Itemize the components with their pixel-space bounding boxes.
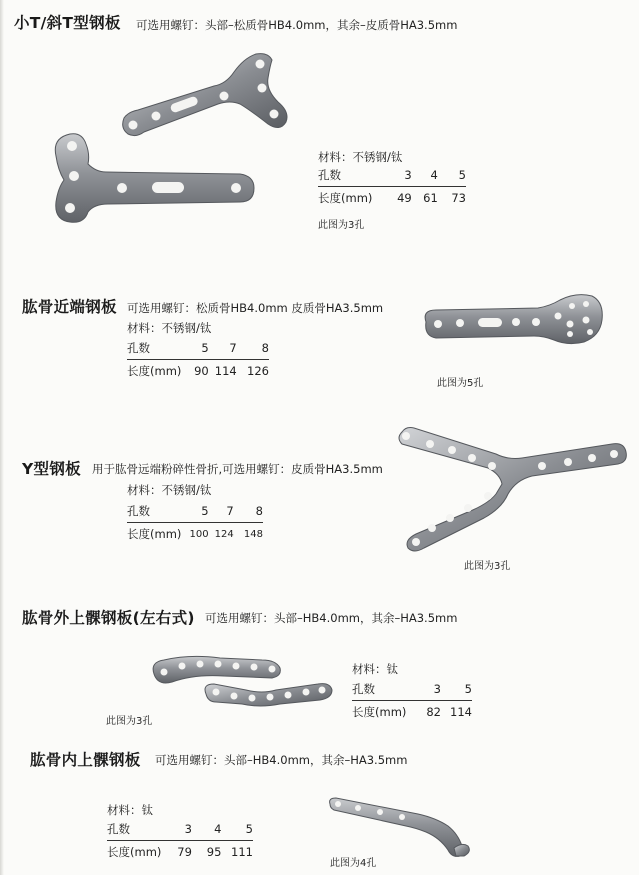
length-header: 长度(mm) bbox=[127, 527, 182, 541]
spec-value: 5 bbox=[441, 681, 472, 701]
hole-count-header: 孔数 bbox=[352, 681, 412, 701]
material-label: 材料：钛 bbox=[352, 662, 398, 676]
spec-value: 8 bbox=[237, 340, 269, 360]
page-edge bbox=[0, 0, 4, 875]
spec-value: 100 bbox=[189, 528, 209, 540]
section-note-lateral-epicondyle-plate: 可选用螺钉：头部–HB4.0mm，其余–HA3.5mm bbox=[205, 611, 458, 625]
section-note-y-plate: 用于肱骨远端粉碎性骨折,可选用螺钉：皮质骨HA3.5mm bbox=[92, 462, 383, 476]
spec-value: 126 bbox=[247, 364, 269, 378]
spec-value: 5 bbox=[438, 167, 466, 187]
medial-epicondyle-plate-image bbox=[326, 796, 474, 860]
image-caption: 此图为3孔 bbox=[464, 561, 511, 572]
hole-count-header: 孔数 bbox=[107, 821, 177, 841]
spec-table-lateral-epicondyle-plate bbox=[352, 681, 472, 722]
material-label: 材料：不锈钢/钛 bbox=[127, 321, 212, 335]
spec-value: 148 bbox=[243, 528, 263, 540]
image-caption: 此图为3孔 bbox=[318, 220, 365, 231]
proximal-humerus-plate-image bbox=[420, 292, 605, 352]
section-note-proximal-humerus-plate: 可选用螺钉：松质骨HB4.0mm 皮质骨HA3.5mm bbox=[127, 301, 384, 315]
spec-value: 3 bbox=[177, 821, 192, 841]
length-header: 长度(mm) bbox=[107, 845, 162, 859]
spec-value: 4 bbox=[192, 821, 221, 841]
hole-count-header: 孔数 bbox=[127, 503, 188, 523]
section-note-medial-epicondyle-plate: 可选用螺钉：头部–HB4.0mm，其余–HA3.5mm bbox=[155, 753, 408, 767]
spec-table-medial-epicondyle-plate bbox=[107, 821, 253, 862]
spec-value: 5 bbox=[188, 503, 209, 523]
spec-table-y-plate bbox=[127, 503, 263, 544]
spec-value: 95 bbox=[206, 845, 222, 859]
spec-value: 90 bbox=[194, 364, 209, 378]
length-header: 长度(mm) bbox=[127, 364, 182, 378]
y-plate-image bbox=[392, 424, 632, 554]
spec-table-proximal-humerus-plate bbox=[127, 340, 269, 381]
spec-value: 82 bbox=[426, 705, 441, 719]
spec-table-small-t-plate bbox=[318, 167, 466, 208]
spec-value: 7 bbox=[209, 340, 237, 360]
spec-value: 49 bbox=[397, 191, 412, 205]
hole-count-header: 孔数 bbox=[127, 340, 187, 360]
spec-value: 7 bbox=[209, 503, 234, 523]
spec-value: 124 bbox=[214, 528, 234, 540]
spec-value: 73 bbox=[451, 191, 466, 205]
spec-value: 114 bbox=[450, 705, 472, 719]
section-title-y-plate: Y型钢板 bbox=[22, 460, 81, 478]
spec-value: 3 bbox=[377, 167, 412, 187]
length-header: 长度(mm) bbox=[352, 705, 407, 719]
image-caption: 此图为5孔 bbox=[437, 378, 484, 389]
spec-value: 111 bbox=[231, 845, 253, 859]
section-title-lateral-epicondyle-plate: 肱骨外上髁钢板(左右式) bbox=[22, 609, 195, 627]
spec-value: 5 bbox=[187, 340, 209, 360]
spec-value: 8 bbox=[234, 503, 263, 523]
spec-value: 61 bbox=[423, 191, 438, 205]
material-label: 材料：钛 bbox=[107, 803, 153, 817]
material-label: 材料：不锈钢/钛 bbox=[318, 150, 403, 164]
image-caption: 此图为4孔 bbox=[330, 858, 377, 869]
spec-value: 5 bbox=[221, 821, 253, 841]
spec-value: 79 bbox=[177, 845, 192, 859]
image-caption: 此图为3孔 bbox=[106, 716, 153, 727]
section-title-small-t-plate: 小T/斜T型钢板 bbox=[14, 14, 121, 32]
section-title-proximal-humerus-plate: 肱骨近端钢板 bbox=[22, 298, 117, 316]
lateral-epicondyle-plate-image bbox=[150, 652, 335, 714]
hole-count-header: 孔数 bbox=[318, 167, 377, 187]
length-header: 长度(mm) bbox=[318, 191, 373, 205]
small-t-plate-image bbox=[48, 128, 258, 228]
spec-value: 3 bbox=[412, 681, 441, 701]
section-title-medial-epicondyle-plate: 肱骨内上髁钢板 bbox=[30, 751, 141, 769]
spec-value: 114 bbox=[214, 364, 237, 378]
material-label: 材料：不锈钢/钛 bbox=[127, 483, 212, 497]
spec-value: 4 bbox=[412, 167, 438, 187]
section-note-small-t-plate: 可选用螺钉：头部–松质骨HB4.0mm，其余–皮质骨HA3.5mm bbox=[136, 18, 458, 32]
